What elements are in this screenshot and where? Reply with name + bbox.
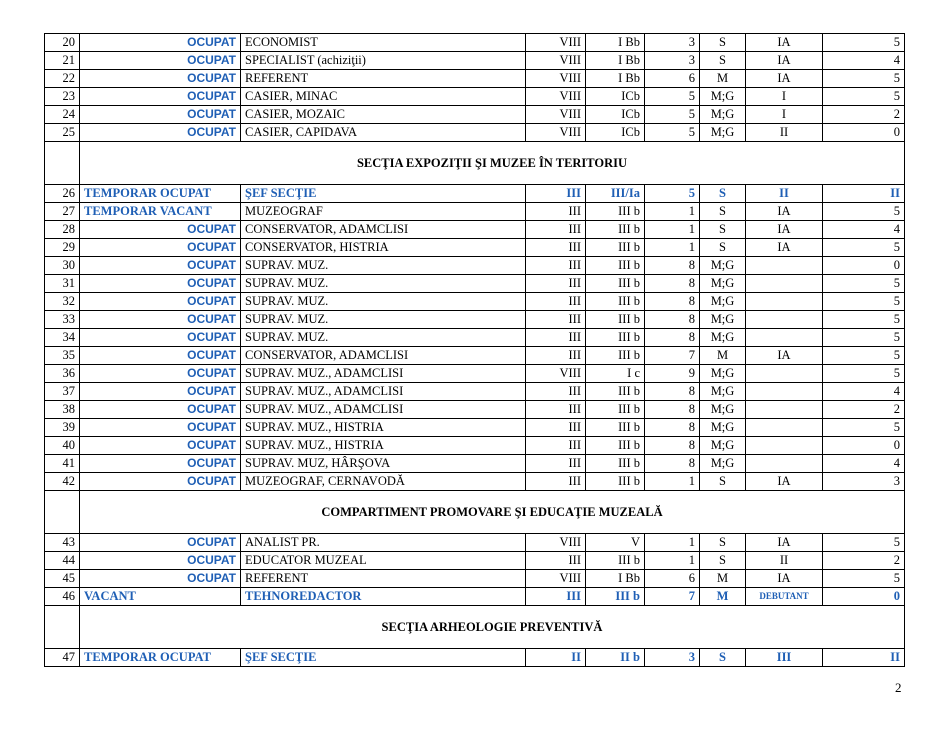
cell-level: 1 bbox=[645, 221, 700, 239]
cell-row-number: 25 bbox=[45, 124, 80, 142]
cell-class: VIII bbox=[526, 52, 586, 70]
cell-rank: III bbox=[746, 649, 823, 667]
cell-studies: M;G bbox=[700, 419, 746, 437]
cell-rank: IA bbox=[746, 570, 823, 588]
cell-seniority: 4 bbox=[823, 52, 905, 70]
table-row bbox=[45, 383, 905, 401]
cell-studies: S bbox=[700, 185, 746, 203]
table-row bbox=[45, 588, 905, 606]
cell-class: VIII bbox=[526, 88, 586, 106]
cell-studies: M;G bbox=[700, 88, 746, 106]
cell-status: OCUPAT bbox=[80, 329, 241, 347]
cell-rank: II bbox=[746, 552, 823, 570]
cell-grade: ICb bbox=[586, 124, 645, 142]
cell-row-number: 27 bbox=[45, 203, 80, 221]
cell-seniority: 5 bbox=[823, 329, 905, 347]
cell-studies: S bbox=[700, 221, 746, 239]
cell-row-number: 24 bbox=[45, 106, 80, 124]
cell-class: VIII bbox=[526, 534, 586, 552]
table-row bbox=[45, 124, 905, 142]
cell-class: VIII bbox=[526, 365, 586, 383]
cell-seniority: 5 bbox=[823, 203, 905, 221]
cell-level: 8 bbox=[645, 257, 700, 275]
table-row bbox=[45, 534, 905, 552]
cell-class: III bbox=[526, 185, 586, 203]
cell-level: 1 bbox=[645, 239, 700, 257]
table-row bbox=[45, 34, 905, 52]
cell-rank: DEBUTANT bbox=[746, 588, 823, 606]
cell-grade: III b bbox=[586, 383, 645, 401]
cell-status: OCUPAT bbox=[80, 257, 241, 275]
cell-level: 5 bbox=[645, 88, 700, 106]
cell-row-number: 28 bbox=[45, 221, 80, 239]
cell-function: SUPRAV. MUZ. bbox=[241, 275, 526, 293]
cell-rank bbox=[746, 455, 823, 473]
cell-status: OCUPAT bbox=[80, 365, 241, 383]
cell-seniority: 5 bbox=[823, 347, 905, 365]
cell-row-number: 29 bbox=[45, 239, 80, 257]
cell-row-number: 47 bbox=[45, 649, 80, 667]
cell-rank: IA bbox=[746, 203, 823, 221]
cell-level: 1 bbox=[645, 534, 700, 552]
cell-function: SPECIALIST (achiziţii) bbox=[241, 52, 526, 70]
cell-status: OCUPAT bbox=[80, 347, 241, 365]
cell-class: II bbox=[526, 649, 586, 667]
cell-status: OCUPAT bbox=[80, 311, 241, 329]
cell-function: SUPRAV. MUZ., ADAMCLISI bbox=[241, 365, 526, 383]
cell-row-number: 34 bbox=[45, 329, 80, 347]
cell-row-number: 44 bbox=[45, 552, 80, 570]
cell-studies: M;G bbox=[700, 383, 746, 401]
cell-row-number: 30 bbox=[45, 257, 80, 275]
cell-seniority: 5 bbox=[823, 70, 905, 88]
cell-class: III bbox=[526, 329, 586, 347]
cell-function: SUPRAV. MUZ., HISTRIA bbox=[241, 419, 526, 437]
cell-rank: IA bbox=[746, 473, 823, 491]
table-row bbox=[45, 401, 905, 419]
cell-row-number: 40 bbox=[45, 437, 80, 455]
table-row bbox=[45, 185, 905, 203]
cell-class: III bbox=[526, 455, 586, 473]
cell-seniority: 5 bbox=[823, 34, 905, 52]
cell-rank bbox=[746, 329, 823, 347]
section-spacer-cell bbox=[45, 491, 80, 534]
cell-grade: ICb bbox=[586, 106, 645, 124]
cell-studies: M bbox=[700, 70, 746, 88]
cell-rank: IA bbox=[746, 34, 823, 52]
cell-grade: III b bbox=[586, 329, 645, 347]
table-row bbox=[45, 455, 905, 473]
cell-function: REFERENT bbox=[241, 70, 526, 88]
cell-rank bbox=[746, 311, 823, 329]
cell-level: 8 bbox=[645, 329, 700, 347]
cell-seniority: 5 bbox=[823, 570, 905, 588]
cell-level: 8 bbox=[645, 275, 700, 293]
cell-row-number: 33 bbox=[45, 311, 80, 329]
cell-level: 8 bbox=[645, 293, 700, 311]
cell-level: 5 bbox=[645, 185, 700, 203]
table-row bbox=[45, 275, 905, 293]
cell-seniority: 2 bbox=[823, 106, 905, 124]
cell-level: 8 bbox=[645, 311, 700, 329]
cell-grade: III b bbox=[586, 257, 645, 275]
cell-grade: I Bb bbox=[586, 52, 645, 70]
cell-function: REFERENT bbox=[241, 570, 526, 588]
cell-seniority: 2 bbox=[823, 401, 905, 419]
cell-level: 9 bbox=[645, 365, 700, 383]
cell-studies: M;G bbox=[700, 311, 746, 329]
cell-level: 8 bbox=[645, 437, 700, 455]
cell-rank: IA bbox=[746, 221, 823, 239]
cell-grade: I Bb bbox=[586, 570, 645, 588]
cell-class: III bbox=[526, 257, 586, 275]
cell-rank bbox=[746, 401, 823, 419]
cell-row-number: 31 bbox=[45, 275, 80, 293]
cell-function: SUPRAV. MUZ., ADAMCLISI bbox=[241, 401, 526, 419]
cell-function: ANALIST PR. bbox=[241, 534, 526, 552]
cell-level: 1 bbox=[645, 203, 700, 221]
cell-level: 7 bbox=[645, 588, 700, 606]
cell-grade: III/Ia bbox=[586, 185, 645, 203]
cell-studies: S bbox=[700, 552, 746, 570]
cell-level: 8 bbox=[645, 401, 700, 419]
cell-rank: IA bbox=[746, 70, 823, 88]
cell-status: OCUPAT bbox=[80, 570, 241, 588]
cell-row-number: 39 bbox=[45, 419, 80, 437]
cell-status: OCUPAT bbox=[80, 52, 241, 70]
cell-function: EDUCATOR MUZEAL bbox=[241, 552, 526, 570]
cell-rank: IA bbox=[746, 52, 823, 70]
cell-level: 6 bbox=[645, 570, 700, 588]
cell-row-number: 36 bbox=[45, 365, 80, 383]
cell-grade: III b bbox=[586, 203, 645, 221]
cell-rank: IA bbox=[746, 239, 823, 257]
cell-grade: III b bbox=[586, 401, 645, 419]
cell-class: VIII bbox=[526, 124, 586, 142]
cell-studies: M;G bbox=[700, 293, 746, 311]
staff-table-body bbox=[45, 34, 905, 667]
page-number: 2 bbox=[895, 680, 902, 695]
cell-studies: M bbox=[700, 570, 746, 588]
cell-class: VIII bbox=[526, 106, 586, 124]
cell-row-number: 26 bbox=[45, 185, 80, 203]
cell-seniority: 0 bbox=[823, 588, 905, 606]
cell-seniority: 5 bbox=[823, 88, 905, 106]
cell-status: TEMPORAR VACANT bbox=[80, 203, 241, 221]
cell-function: CASIER, MOZAIC bbox=[241, 106, 526, 124]
cell-level: 3 bbox=[645, 52, 700, 70]
cell-grade: III b bbox=[586, 437, 645, 455]
cell-studies: S bbox=[700, 649, 746, 667]
cell-seniority: 2 bbox=[823, 552, 905, 570]
cell-row-number: 32 bbox=[45, 293, 80, 311]
staff-table bbox=[44, 33, 905, 667]
cell-status: OCUPAT bbox=[80, 552, 241, 570]
cell-studies: M;G bbox=[700, 401, 746, 419]
cell-row-number: 23 bbox=[45, 88, 80, 106]
table-row bbox=[45, 419, 905, 437]
table-row bbox=[45, 347, 905, 365]
cell-rank bbox=[746, 275, 823, 293]
cell-grade: III b bbox=[586, 347, 645, 365]
cell-status: OCUPAT bbox=[80, 455, 241, 473]
cell-seniority: 5 bbox=[823, 293, 905, 311]
cell-rank bbox=[746, 383, 823, 401]
cell-studies: M;G bbox=[700, 437, 746, 455]
cell-rank bbox=[746, 293, 823, 311]
cell-seniority: 5 bbox=[823, 239, 905, 257]
cell-rank bbox=[746, 419, 823, 437]
cell-studies: M;G bbox=[700, 329, 746, 347]
table-row bbox=[45, 203, 905, 221]
cell-class: III bbox=[526, 293, 586, 311]
cell-level: 8 bbox=[645, 455, 700, 473]
cell-studies: M;G bbox=[700, 257, 746, 275]
cell-level: 3 bbox=[645, 649, 700, 667]
cell-grade: III b bbox=[586, 552, 645, 570]
cell-status: TEMPORAR OCUPAT bbox=[80, 185, 241, 203]
cell-status: OCUPAT bbox=[80, 383, 241, 401]
table-row bbox=[45, 88, 905, 106]
cell-row-number: 21 bbox=[45, 52, 80, 70]
table-row bbox=[45, 329, 905, 347]
cell-function: SUPRAV. MUZ. bbox=[241, 311, 526, 329]
cell-seniority: 0 bbox=[823, 257, 905, 275]
cell-class: III bbox=[526, 347, 586, 365]
cell-studies: S bbox=[700, 52, 746, 70]
cell-row-number: 22 bbox=[45, 70, 80, 88]
cell-function: SUPRAV. MUZ, HÂRŞOVA bbox=[241, 455, 526, 473]
cell-rank: I bbox=[746, 88, 823, 106]
cell-class: III bbox=[526, 401, 586, 419]
cell-function: SUPRAV. MUZ., ADAMCLISI bbox=[241, 383, 526, 401]
cell-status: OCUPAT bbox=[80, 70, 241, 88]
cell-seniority: 0 bbox=[823, 124, 905, 142]
cell-function: SUPRAV. MUZ. bbox=[241, 293, 526, 311]
section-title: COMPARTIMENT PROMOVARE ŞI EDUCAŢIE MUZEALĂ bbox=[80, 491, 905, 534]
cell-studies: M;G bbox=[700, 455, 746, 473]
cell-rank: I bbox=[746, 106, 823, 124]
table-row bbox=[45, 293, 905, 311]
cell-status: TEMPORAR OCUPAT bbox=[80, 649, 241, 667]
cell-level: 3 bbox=[645, 34, 700, 52]
table-row bbox=[45, 70, 905, 88]
cell-studies: S bbox=[700, 34, 746, 52]
section-spacer-cell bbox=[45, 142, 80, 185]
cell-status: OCUPAT bbox=[80, 106, 241, 124]
cell-function: CONSERVATOR, ADAMCLISI bbox=[241, 221, 526, 239]
cell-grade: III b bbox=[586, 473, 645, 491]
cell-status: OCUPAT bbox=[80, 419, 241, 437]
cell-status: OCUPAT bbox=[80, 401, 241, 419]
cell-function: CONSERVATOR, HISTRIA bbox=[241, 239, 526, 257]
cell-class: III bbox=[526, 311, 586, 329]
cell-row-number: 42 bbox=[45, 473, 80, 491]
table-row bbox=[45, 570, 905, 588]
cell-row-number: 43 bbox=[45, 534, 80, 552]
cell-grade: II b bbox=[586, 649, 645, 667]
cell-function: SUPRAV. MUZ. bbox=[241, 257, 526, 275]
cell-seniority: II bbox=[823, 649, 905, 667]
cell-seniority: 5 bbox=[823, 534, 905, 552]
cell-function: CASIER, MINAC bbox=[241, 88, 526, 106]
cell-level: 5 bbox=[645, 124, 700, 142]
cell-level: 8 bbox=[645, 419, 700, 437]
cell-grade: I c bbox=[586, 365, 645, 383]
cell-seniority: 5 bbox=[823, 419, 905, 437]
section-header-row bbox=[45, 606, 905, 649]
cell-studies: S bbox=[700, 203, 746, 221]
cell-class: III bbox=[526, 588, 586, 606]
cell-grade: III b bbox=[586, 239, 645, 257]
cell-status: OCUPAT bbox=[80, 534, 241, 552]
cell-class: III bbox=[526, 275, 586, 293]
cell-function: ŞEF SECŢIE bbox=[241, 185, 526, 203]
cell-studies: M;G bbox=[700, 365, 746, 383]
cell-status: VACANT bbox=[80, 588, 241, 606]
cell-function: ECONOMIST bbox=[241, 34, 526, 52]
cell-class: VIII bbox=[526, 570, 586, 588]
cell-rank: II bbox=[746, 124, 823, 142]
section-header-row bbox=[45, 491, 905, 534]
cell-row-number: 38 bbox=[45, 401, 80, 419]
cell-class: III bbox=[526, 552, 586, 570]
section-title: SECŢIA EXPOZIŢII ŞI MUZEE ÎN TERITORIU bbox=[80, 142, 905, 185]
cell-row-number: 20 bbox=[45, 34, 80, 52]
cell-studies: M;G bbox=[700, 275, 746, 293]
cell-seniority: 5 bbox=[823, 275, 905, 293]
cell-function: SUPRAV. MUZ., HISTRIA bbox=[241, 437, 526, 455]
cell-class: III bbox=[526, 437, 586, 455]
cell-status: OCUPAT bbox=[80, 275, 241, 293]
cell-class: III bbox=[526, 239, 586, 257]
table-row bbox=[45, 552, 905, 570]
cell-studies: S bbox=[700, 473, 746, 491]
cell-seniority: 4 bbox=[823, 221, 905, 239]
section-spacer-cell bbox=[45, 606, 80, 649]
cell-status: OCUPAT bbox=[80, 239, 241, 257]
cell-rank: II bbox=[746, 185, 823, 203]
table-row bbox=[45, 311, 905, 329]
table-row bbox=[45, 239, 905, 257]
cell-row-number: 35 bbox=[45, 347, 80, 365]
cell-level: 6 bbox=[645, 70, 700, 88]
cell-seniority: 4 bbox=[823, 455, 905, 473]
cell-function: ŞEF SECŢIE bbox=[241, 649, 526, 667]
cell-class: III bbox=[526, 221, 586, 239]
cell-status: OCUPAT bbox=[80, 437, 241, 455]
section-title: SECŢIA ARHEOLOGIE PREVENTIVĂ bbox=[80, 606, 905, 649]
cell-status: OCUPAT bbox=[80, 293, 241, 311]
cell-function: CASIER, CAPIDAVA bbox=[241, 124, 526, 142]
cell-grade: III b bbox=[586, 419, 645, 437]
cell-level: 7 bbox=[645, 347, 700, 365]
table-row bbox=[45, 437, 905, 455]
cell-level: 5 bbox=[645, 106, 700, 124]
cell-studies: S bbox=[700, 239, 746, 257]
cell-row-number: 37 bbox=[45, 383, 80, 401]
cell-level: 1 bbox=[645, 552, 700, 570]
cell-class: VIII bbox=[526, 34, 586, 52]
cell-seniority: 5 bbox=[823, 365, 905, 383]
cell-grade: ICb bbox=[586, 88, 645, 106]
cell-function: MUZEOGRAF, CERNAVODĂ bbox=[241, 473, 526, 491]
cell-grade: III b bbox=[586, 588, 645, 606]
cell-status: OCUPAT bbox=[80, 88, 241, 106]
cell-seniority: 4 bbox=[823, 383, 905, 401]
cell-grade: III b bbox=[586, 311, 645, 329]
cell-seniority: 5 bbox=[823, 311, 905, 329]
cell-rank bbox=[746, 437, 823, 455]
cell-function: TEHNOREDACTOR bbox=[241, 588, 526, 606]
cell-function: SUPRAV. MUZ. bbox=[241, 329, 526, 347]
cell-rank bbox=[746, 257, 823, 275]
cell-status: OCUPAT bbox=[80, 124, 241, 142]
table-row bbox=[45, 365, 905, 383]
cell-grade: I Bb bbox=[586, 70, 645, 88]
table-row bbox=[45, 473, 905, 491]
cell-status: OCUPAT bbox=[80, 473, 241, 491]
cell-studies: S bbox=[700, 534, 746, 552]
cell-grade: III b bbox=[586, 293, 645, 311]
cell-grade: V bbox=[586, 534, 645, 552]
cell-class: III bbox=[526, 419, 586, 437]
cell-seniority: 0 bbox=[823, 437, 905, 455]
cell-status: OCUPAT bbox=[80, 34, 241, 52]
cell-grade: I Bb bbox=[586, 34, 645, 52]
section-header-row bbox=[45, 142, 905, 185]
cell-class: VIII bbox=[526, 70, 586, 88]
cell-status: OCUPAT bbox=[80, 221, 241, 239]
table-row bbox=[45, 106, 905, 124]
cell-level: 1 bbox=[645, 473, 700, 491]
cell-row-number: 45 bbox=[45, 570, 80, 588]
table-row bbox=[45, 257, 905, 275]
cell-function: CONSERVATOR, ADAMCLISI bbox=[241, 347, 526, 365]
cell-class: III bbox=[526, 203, 586, 221]
cell-seniority: II bbox=[823, 185, 905, 203]
cell-studies: M;G bbox=[700, 124, 746, 142]
cell-rank: IA bbox=[746, 347, 823, 365]
cell-rank bbox=[746, 365, 823, 383]
cell-grade: III b bbox=[586, 275, 645, 293]
cell-studies: M bbox=[700, 588, 746, 606]
table-row bbox=[45, 52, 905, 70]
cell-class: III bbox=[526, 383, 586, 401]
cell-grade: III b bbox=[586, 455, 645, 473]
table-row bbox=[45, 649, 905, 667]
cell-level: 8 bbox=[645, 383, 700, 401]
cell-rank: IA bbox=[746, 534, 823, 552]
cell-grade: III b bbox=[586, 221, 645, 239]
cell-function: MUZEOGRAF bbox=[241, 203, 526, 221]
cell-row-number: 46 bbox=[45, 588, 80, 606]
table-row bbox=[45, 221, 905, 239]
cell-class: III bbox=[526, 473, 586, 491]
cell-studies: M bbox=[700, 347, 746, 365]
cell-row-number: 41 bbox=[45, 455, 80, 473]
cell-studies: M;G bbox=[700, 106, 746, 124]
cell-seniority: 3 bbox=[823, 473, 905, 491]
